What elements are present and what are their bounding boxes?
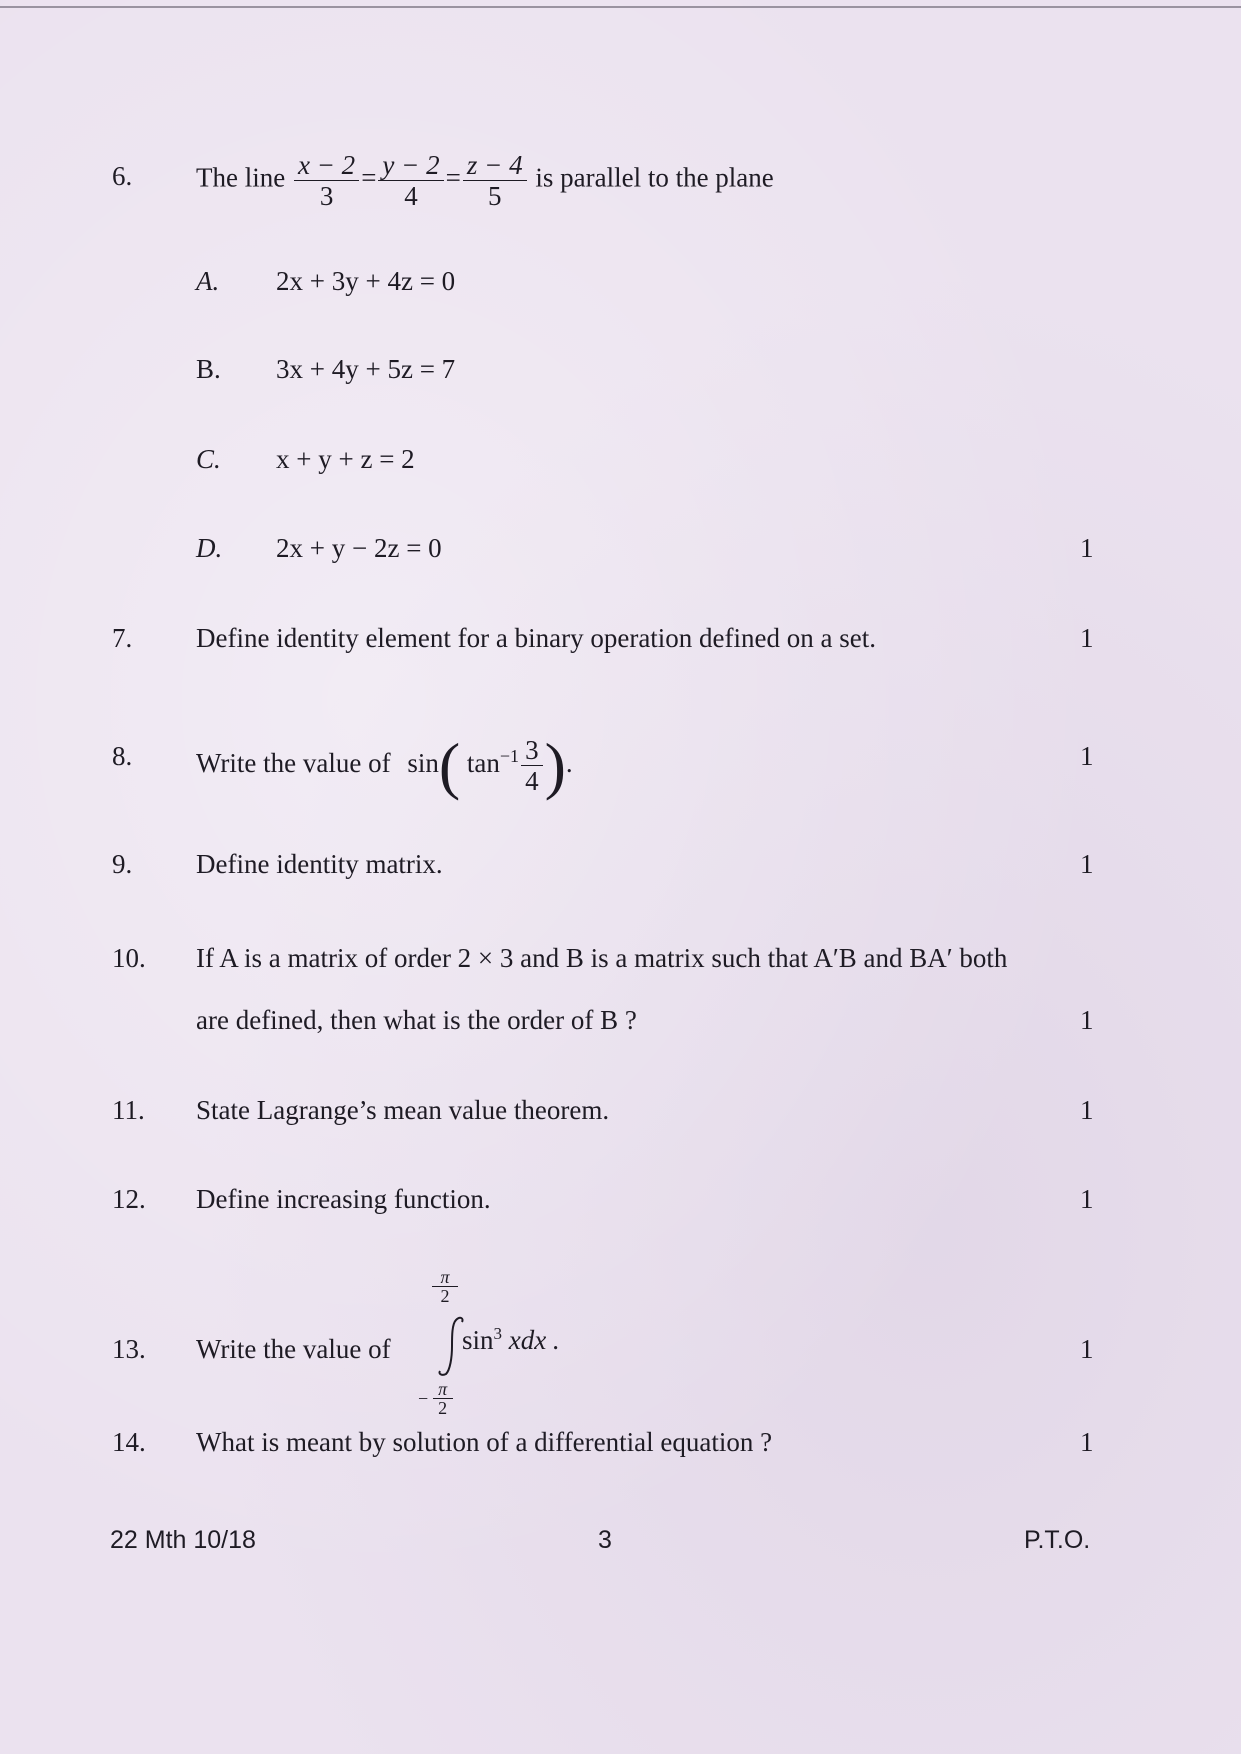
q14-text: What is meant by solution of a differential equation ? <box>196 1427 773 1457</box>
q8-close-paren: ) <box>544 729 566 801</box>
q8-frac-num: 3 <box>521 735 543 766</box>
q13-mark: 1 <box>1080 1334 1094 1364</box>
q8-tan: tan <box>466 748 500 778</box>
q6-number: 6. <box>112 161 133 191</box>
q13-xdx: xdx <box>508 1325 547 1355</box>
q14-mark: 1 <box>1080 1427 1094 1457</box>
top-border-line <box>0 6 1241 8</box>
footer-pto: P.T.O. <box>1024 1526 1091 1554</box>
q13-number: 13. <box>112 1334 146 1364</box>
q7-mark: 1 <box>1080 623 1094 653</box>
q6-option-b-letter: B. <box>196 354 221 384</box>
q13-lower-sign: − <box>418 1388 429 1409</box>
q6-option-d-expr: 2x + y − 2z = 0 <box>276 533 442 563</box>
q13-lower-num: π <box>433 1380 453 1399</box>
q10-mark: 1 <box>1080 1005 1094 1035</box>
q6-option-d-letter: D. <box>196 533 223 563</box>
q13-upper-num: π <box>432 1268 458 1287</box>
q6-option-c-expr: x + y + z = 2 <box>276 444 415 474</box>
q8-expression: sin( $\tan^{-1}$ $\frac{3}{4}$ ). <box>407 729 573 801</box>
footer-page-number: 3 <box>598 1526 612 1554</box>
q8-text <box>196 712 573 807</box>
q13-sin: sin <box>462 1325 494 1355</box>
q11-text: State Lagrange’s mean value theorem. <box>196 1095 610 1125</box>
q11-number: 11. <box>112 1095 145 1125</box>
q10-line1: If A is a matrix of order 2 × 3 and B is a matrix such that A′B and BA′ both <box>196 943 1008 973</box>
q13-lower-den: 2 <box>438 1398 448 1418</box>
q10-number: 10. <box>112 943 146 973</box>
footer-code: 22 Mth 10/18 <box>110 1526 256 1554</box>
q9-number: 9. <box>112 849 133 879</box>
q6-fraction-x <box>294 150 359 211</box>
q6-prefix: The line <box>196 162 286 193</box>
q8-open-paren: ( <box>438 729 461 801</box>
q6-frac-x-num: x − 2 <box>294 150 359 181</box>
q6-frac-y-den: 4 <box>404 181 418 211</box>
q9-mark: 1 <box>1080 849 1094 879</box>
q6-mark: 1 <box>1080 533 1094 563</box>
q8-mark: 1 <box>1080 741 1094 771</box>
q6-option-c-letter: C. <box>196 444 221 474</box>
q6-option-b-expr: 3x + 4y + 5z = 7 <box>276 354 456 384</box>
q10-line2: are defined, then what is the order of B ? <box>196 1005 637 1035</box>
q6-option-a-expr: 2x + 3y + 4z = 0 <box>276 266 456 296</box>
q8-sin: sin <box>407 748 439 778</box>
q7-number: 7. <box>112 623 133 653</box>
q6-suffix: is parallel to the plane <box>535 162 774 193</box>
q11-mark: 1 <box>1080 1095 1094 1125</box>
q8-frac-den: 4 <box>525 766 539 797</box>
q8-fraction <box>521 735 543 796</box>
q6-text: The line $\frac{x - 2}{3}$ = $\frac{y - 2}{4}$ = $\frac{z - 4}{5}$ is parallel to the plane <box>196 150 774 211</box>
q8-prefix: Write the value of <box>196 748 391 778</box>
q6-frac-x-den: 3 <box>319 181 334 211</box>
q7-text: Define identity element for a binary operation defined on a set. <box>196 623 876 653</box>
q9-text: Define identity matrix. <box>196 849 443 879</box>
q13-text: Write the value of <box>196 1334 391 1364</box>
q12-number: 12. <box>112 1184 146 1214</box>
q14-number: 14. <box>112 1427 146 1457</box>
q13-lower-limit <box>418 1380 453 1417</box>
q13-integrand: $\sin^3$ xdx . <box>462 1324 559 1355</box>
q12-text: Define increasing function. <box>196 1184 491 1214</box>
q6-frac-z-num: z − 4 <box>463 150 527 181</box>
q6-fraction-y <box>378 150 443 211</box>
q13-power: 3 <box>493 1324 503 1343</box>
q6-frac-y-num: y − 2 <box>378 150 443 181</box>
q6-option-a-letter: A. <box>196 266 220 296</box>
q13-upper-limit <box>432 1268 458 1305</box>
q13-upper-den: 2 <box>440 1286 450 1306</box>
q12-mark: 1 <box>1080 1184 1094 1214</box>
q8-number: 8. <box>112 741 133 771</box>
q6-frac-z-den: 5 <box>487 181 502 211</box>
q8-inverse-sup: −1 <box>499 746 520 766</box>
q6-fraction-z <box>463 150 527 211</box>
